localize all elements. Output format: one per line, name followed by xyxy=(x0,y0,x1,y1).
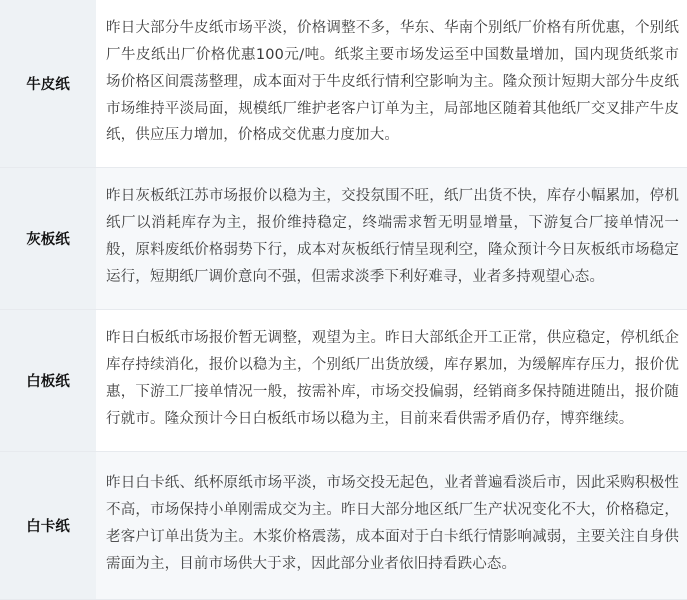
table-row xyxy=(0,309,687,451)
row-text: 昨日白板纸市场报价暂无调整，观望为主。昨日大部纸企开工正常，供应稳定，停机纸企库存持续消化，报价以稳为主，个别纸厂出货放缓，库存累加，为缓解库存压力，报价优惠，下游工厂接单情况一般，按需补库，市场交投偏弱，经销商多保持随进随出，报价随行就市。隆众预计今日白板纸市场以稳为主，目前来看供需矛盾仍存，博弈继续。 xyxy=(96,309,687,451)
row-label: 灰板纸 xyxy=(0,167,96,309)
table-row xyxy=(0,451,687,599)
row-text: 昨日灰板纸江苏市场报价以稳为主，交投氛围不旺，纸厂出货不快，库存小幅累加，停机纸厂以消耗库存为主，报价维持稳定，终端需求暂无明显增量，下游复合厂接单情况一般，原料废纸价格弱势下行，成本对灰板纸行情呈现利空，隆众预计今日灰板纸市场稳定运行，短期纸厂调价意向不强，但需求淡季下利好难寻，业者多持观望心态。 xyxy=(96,167,687,309)
table-row xyxy=(0,0,687,167)
row-text: 昨日大部分牛皮纸市场平淡，价格调整不多，华东、华南个别纸厂价格有所优惠，个别纸厂牛皮纸出厂价格优惠100元/吨。纸浆主要市场发运至中国数量增加，国内现货纸浆市场价格区间震荡整理，成本面对于牛皮纸行情利空影响为主。隆众预计短期大部分牛皮纸市场维持平淡局面，规模纸厂维护老客户订单为主，局部地区随着其他纸厂交叉排产牛皮纸，供应压力增加，价格成交优惠力度加大。 xyxy=(96,0,687,167)
row-label: 白卡纸 xyxy=(0,451,96,599)
row-text: 昨日白卡纸、纸杯原纸市场平淡，市场交投无起色，业者普遍看淡后市，因此采购积极性不高，市场保持小单刚需成交为主。昨日大部分地区纸厂生产状况变化不大，价格稳定，老客户订单出货为主。木浆价格震荡，成本面对于白卡纸行情影响减弱，主要关注自身供需面为主，目前市场供大于求，因此部分业者依旧持看跌心态。 xyxy=(96,451,687,599)
table-row xyxy=(0,167,687,309)
row-label: 白板纸 xyxy=(0,309,96,451)
row-label: 牛皮纸 xyxy=(0,0,96,167)
